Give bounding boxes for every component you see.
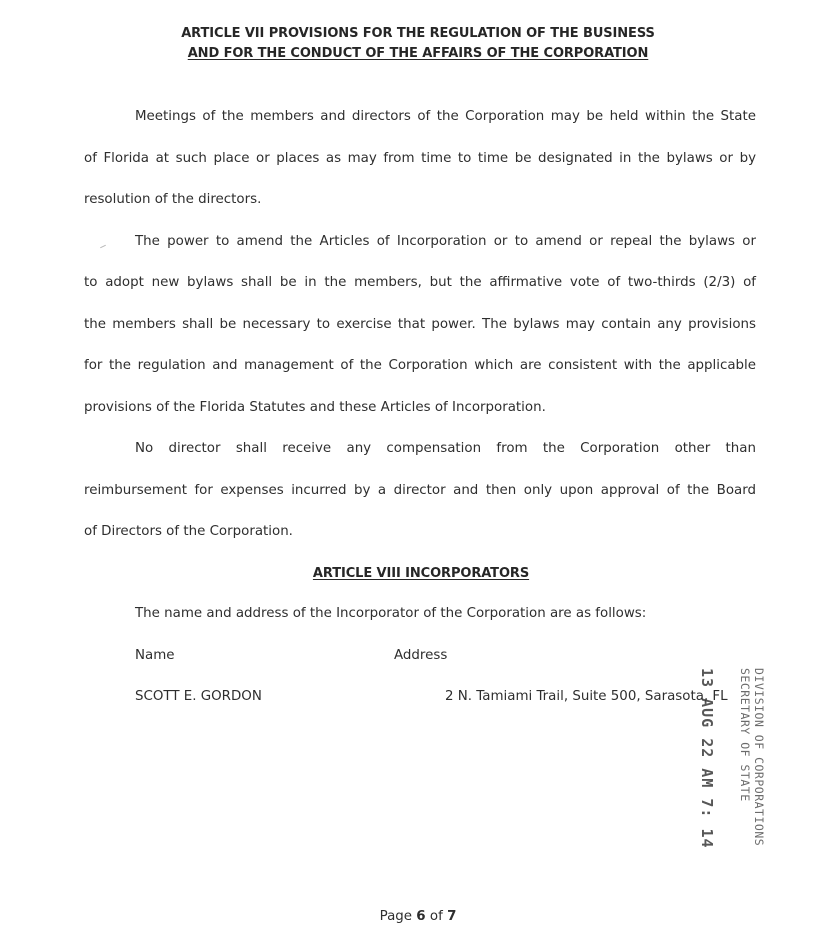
para2-line4: for the regulation and management of the Corporation which are consistent with the applicable: [84, 358, 756, 373]
para2-line2: to adopt new bylaws shall be in the members, but the affirmative vote of two-thirds (2/3) of: [84, 275, 756, 290]
stamp-secretary-of-state: SECRETARY OF STATE: [738, 668, 752, 802]
scan-speck: [100, 245, 106, 248]
article-vii-title-line1: ARTICLE VII PROVISIONS FOR THE REGULATION OF THE BUSINESS: [181, 26, 655, 41]
para2-line3: the members shall be necessary to exercise that power. The bylaws may contain any provisions: [84, 317, 756, 332]
incorporator-intro: The name and address of the Incorporator of the Corporation are as follows:: [135, 606, 647, 621]
article-viii-title: ARTICLE VIII INCORPORATORS: [312, 566, 530, 581]
page-number: [0, 909, 836, 924]
name-column-label: Name: [135, 648, 175, 663]
page-current: 6: [416, 909, 426, 924]
page-word: Page: [379, 909, 413, 924]
stamp-division-of-corporations: DIVISION OF CORPORATIONS: [752, 668, 766, 847]
address-column-label: Address: [394, 648, 448, 663]
para1-line3: resolution of the directors.: [84, 192, 262, 207]
page-of-word: of: [429, 909, 443, 924]
para2-line1: The power to amend the Articles of Incorporation or to amend or repeal the bylaws or: [135, 234, 756, 249]
para1-line1: Meetings of the members and directors of the Corporation may be held within the State: [135, 109, 756, 124]
incorporator-address: 2 N. Tamiami Trail, Suite 500, Sarasota, FL: [445, 689, 728, 704]
para1-line2: of Florida at such place or places as may from time to time be designated in the bylaws or by: [84, 151, 756, 166]
page-total: 7: [447, 909, 457, 924]
para3-line3: of Directors of the Corporation.: [84, 524, 293, 539]
filing-stamp: [694, 668, 774, 873]
para3-line2: reimbursement for expenses incurred by a director and then only upon approval of the Board: [84, 483, 756, 498]
article-vii-title-line2: AND FOR THE CONDUCT OF THE AFFAIRS OF THE CORPORATION: [187, 46, 649, 61]
para3-line1: No director shall receive any compensation from the Corporation other than: [135, 441, 756, 456]
stamp-date-time: 13 AUG 22 AM 7: 14: [698, 668, 716, 849]
para2-line5: provisions of the Florida Statutes and these Articles of Incorporation.: [84, 400, 546, 415]
incorporator-name: SCOTT E. GORDON: [135, 689, 262, 704]
